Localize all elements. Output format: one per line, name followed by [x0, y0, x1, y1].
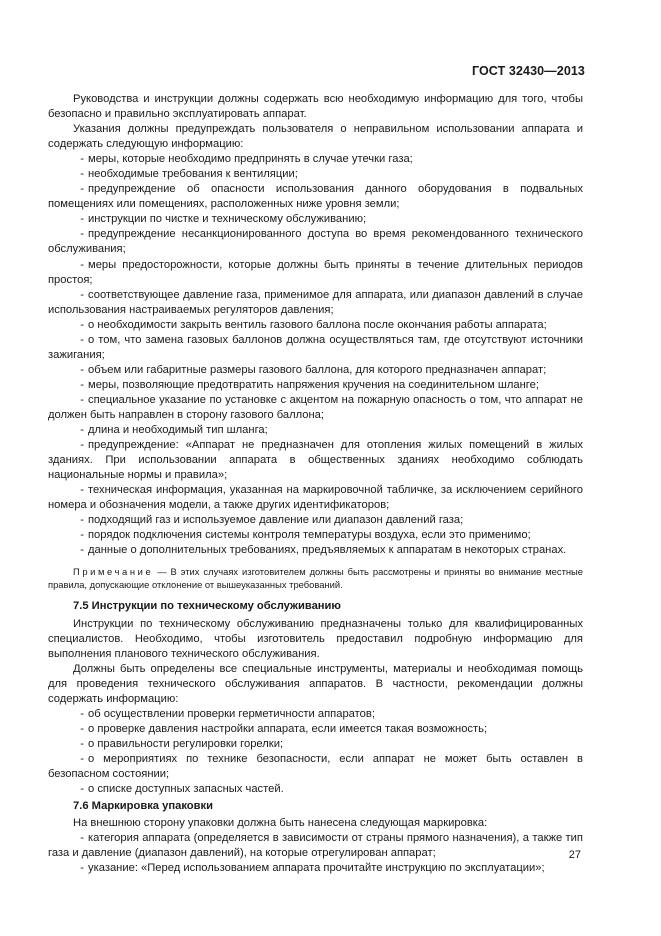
document-body — [48, 92, 583, 876]
section-heading-7-6: 7.6 Маркировка упаковки — [73, 800, 213, 813]
paragraph: На внешнюю сторону упаковки должна быть нанесена следующая маркировка: — [73, 817, 488, 830]
list-item: - техническая информация, указанная на маркировочной табличке, за исключением серийного номера и обозначения модели, а также других идентификаторов; — [48, 484, 583, 512]
list-item: - порядок подключения системы контроля температуры воздуха, если это применимо; — [80, 529, 531, 542]
instruction-list — [48, 152, 583, 558]
list-item: - длина и необходимый тип шланга; — [80, 424, 268, 437]
page-number: 27 — [568, 849, 581, 861]
list-item: - меры, которые необходимо предпринять в случае утечки газа; — [80, 153, 413, 166]
list-item: - меры предосторожности, которые должны быть приняты в течение длительных периодов простоя; — [48, 258, 583, 286]
paragraph: Указания должны предупреждать пользователя о неправильном использовании аппарата и содержать следующую информацию: — [48, 123, 583, 151]
list-item: - о том, что замена газовых баллонов должна осуществляться там, где отсутствуют источники зажигания; — [48, 333, 583, 361]
document-header: ГОСТ 32430—2013 — [471, 64, 585, 78]
list-item: - категория аппарата (определяется в зависимости от страны прямого назначения), а также тип газа и давление (диапазон давлений), на которые отрегулирован аппарат; — [48, 832, 583, 860]
list-item: - о правильности регулировки горелки; — [80, 737, 284, 750]
list-item: - указание: «Перед использованием аппарата прочитайте инструкцию по эксплуатации»; — [80, 862, 545, 875]
list-item: - необходимые требования к вентиляции; — [80, 168, 298, 181]
list-item: - инструкции по чистке и техническому обслуживанию; — [80, 213, 367, 226]
list-item: - меры, позволяющие предотвратить напряжения кручения на соединительном шланге; — [80, 378, 539, 391]
note-text: — В этих случаях изготовителем должны быть рассмотрены и приняты во внимание местные правила, допускающие отклонение от вышеуказанных требований. — [48, 566, 583, 591]
paragraph: Должны быть определены все специальные инструменты, материалы и необходимая помощь для проведения технического обслуживания аппаратов. В частности, рекомендации должны содержать информацию: — [48, 662, 583, 705]
list-item: - о мероприятиях по технике безопасности, если аппарат не может быть оставлен в безопасном состоянии; — [48, 752, 583, 780]
list-item: - подходящий газ и используемое давление или диапазон давлений газа; — [80, 514, 464, 527]
list-item: - о списке доступных запасных частей. — [80, 783, 284, 796]
list-item: - объем или габаритные размеры газового баллона, для которого предназначен аппарат; — [80, 363, 547, 376]
list-item: - об осуществлении проверки герметичности аппаратов; — [80, 707, 375, 720]
note — [48, 565, 583, 591]
list-item: - специальное указание по установке с акцентом на пожарную опасность о том, что аппарат не должен быть направлен в сторону газового баллона; — [48, 393, 583, 421]
list-item: - данные о дополнительных требованиях, предъявляемых к аппаратам в некоторых странах. — [80, 544, 567, 557]
note-label: Примечание — [73, 566, 154, 578]
list-item: - предупреждение несанкционированного доступа во время рекомендованного технического обслуживания; — [48, 228, 583, 256]
list-item: - соответствующее давление газа, применимое для аппарата, или диапазон давлений в случае использования настраиваемых регуляторов давления; — [48, 288, 583, 316]
paragraph: Инструкции по техническому обслуживанию предназначены только для квалифицированных специалистов. Необходимо, чтобы изготовитель предоставил подробную информацию для выполнения планового технического обслуживания. — [48, 617, 583, 660]
list-item: - предупреждение: «Аппарат не предназначен для отопления жилых помещений в жилых зданиях. При использовании аппарата в общественных зданиях необходимо соблюдать национальные нормы и правила»; — [48, 439, 583, 482]
list-item: - о проверке давления настройки аппарата, если имеется такая возможность; — [80, 722, 488, 735]
marking-list — [48, 831, 583, 876]
list-item: - о необходимости закрыть вентиль газового баллона после окончания работы аппарата; — [80, 318, 547, 331]
maintenance-list — [48, 707, 583, 797]
paragraph: Руководства и инструкции должны содержать всю необходимую информацию для того, чтобы безопасно и правильно эксплуатировать аппарат. — [48, 93, 583, 121]
list-item: - предупреждение об опасности использования данного оборудования в подвальных помещениях или помещениях, расположенных ниже уровня земли; — [48, 183, 583, 211]
section-heading-7-5: 7.5 Инструкции по техническому обслуживанию — [73, 600, 341, 613]
